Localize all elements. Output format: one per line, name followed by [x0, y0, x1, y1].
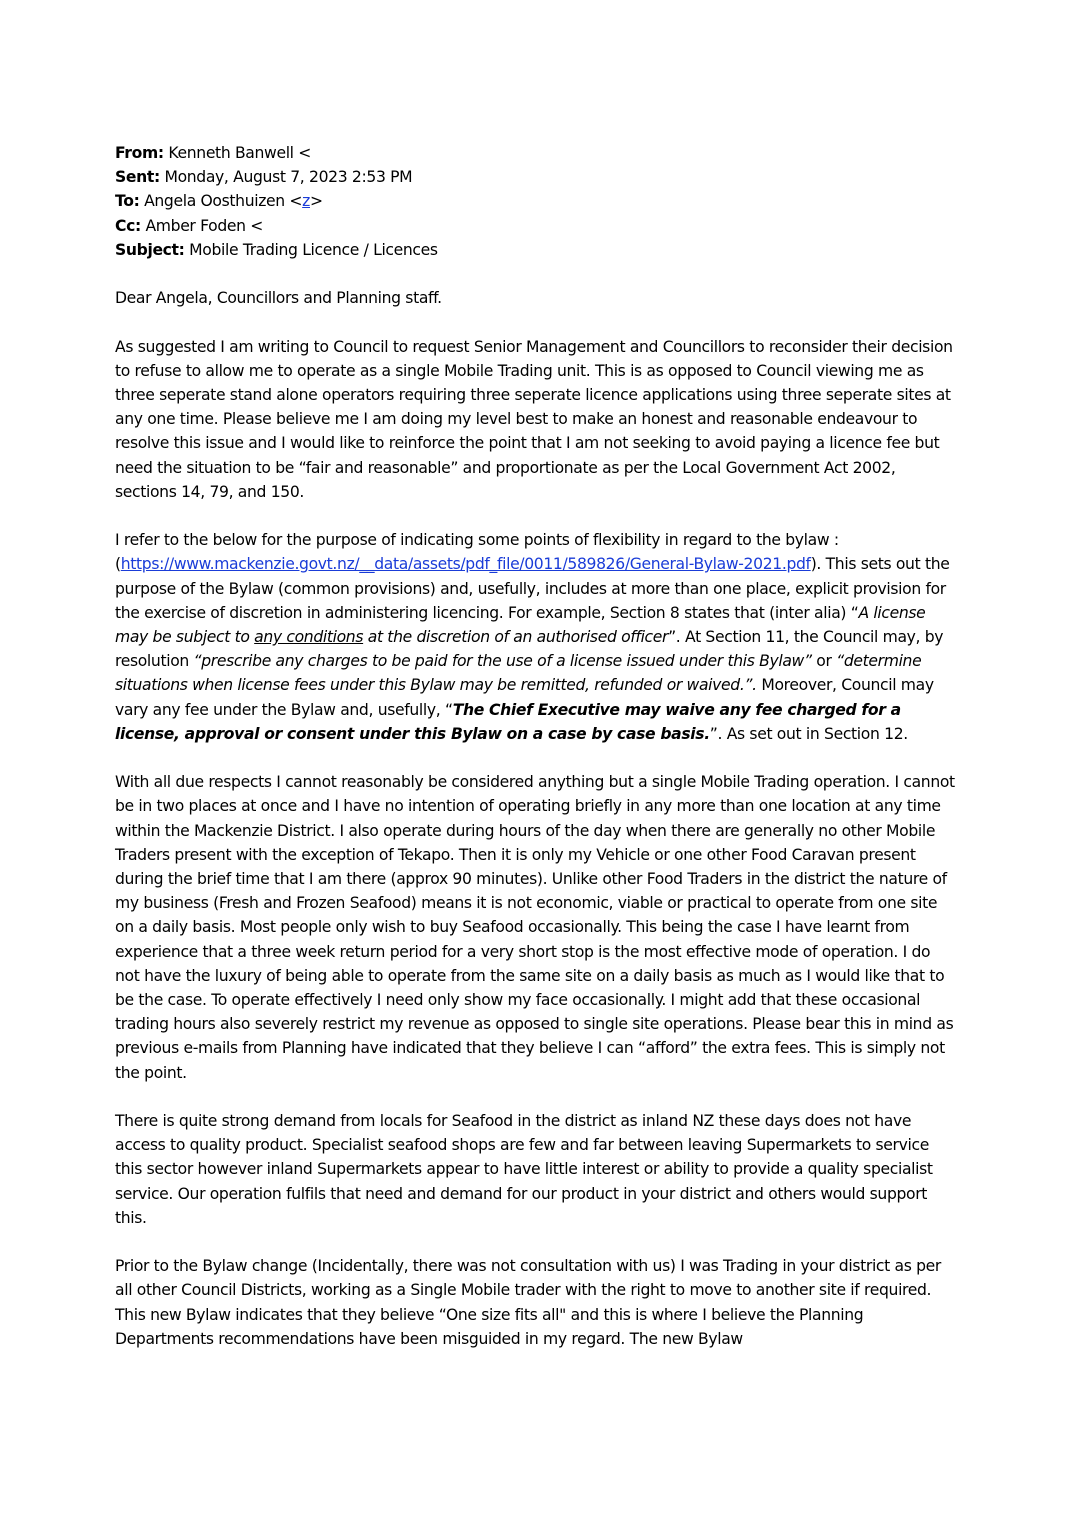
p2-quote-section-8-b: at the discretion of an authorised officer [363, 628, 669, 647]
sent-value: Monday, August 7, 2023 2:53 PM [159, 168, 413, 187]
cc-value: Amber Foden < [140, 216, 264, 235]
cc-label: Cc: [115, 216, 141, 235]
to-label: To: [115, 192, 140, 211]
email-header [115, 141, 957, 262]
subject-value: Mobile Trading Licence / Licences [184, 240, 438, 259]
p2-quote-chief-executive: The Chief Executive may waive any fee charged for a license, approval or consent under this Bylaw on a case by case basis. [115, 700, 901, 743]
to-end: > [310, 192, 323, 211]
sent-line [115, 165, 957, 189]
paragraph-3: With all due respects I cannot reasonably be considered anything but a single Mobile Trading operation. I cannot be in two places at once and I have no intention of operating briefly in any more than one location at any time within the Mackenzie District. I also operate during hours of the day when there are generally no other Mobile Traders present with the exception of Tekapo. Then it is only my Vehicle or one other Food Caravan present during the brief time that I am there (approx 90 minutes). Unlike other Food Traders in the district the nature of my business (Fresh and Frozen Seafood) means it is not economic, viable or practical to operate from one site on a daily basis. Most people only wish to buy Seafood occasionally. This being the case I have learnt from experience that a three week return period for a very short stop is the most effective mode of operation. I do not have the luxury of being able to operate from the same site on a daily basis as much as I would like that to be the case. To operate effectively I need only show my face occasionally. I might add that these occasional trading hours also severely restrict my revenue as opposed to single site operations. Please bear this in mind as previous e-mails from Planning have indicated that they believe I can “afford” the extra fees. This is simply not the point. [115, 773, 955, 1082]
from-line [115, 141, 957, 165]
p2-text-4: or [811, 652, 837, 671]
p2-quote-prescribe: “prescribe any charges to be paid for the use of a license issued under this Bylaw” [193, 652, 812, 671]
email-document [115, 141, 957, 1351]
greeting: Dear Angela, Councillors and Planning staff. [115, 289, 442, 308]
bylaw-pdf-link[interactable]: https://www.mackenzie.govt.nz/__data/assets/pdf_file/0011/589826/General-Bylaw-2021.pdf [120, 555, 811, 574]
paragraph-1: As suggested I am writing to Council to request Senior Management and Councillors to reconsider their decision to refuse to allow me to operate as a single Mobile Trading unit. This is as opposed to Council viewing me as three seperate stand alone operators requiring three seperate licence applications using three seperate sites at any one time. Please believe me I am doing my level best to make an honest and reasonable endeavour to resolve this issue and I would like to reinforce the point that I am not seeking to avoid paying a licence fee but need the situation to be “fair and reasonable” and proportionate as per the Local Government Act 2002, sections 14, 79, and 150. [115, 337, 953, 501]
p2-text-5: Moreover, Council may vary any fee under the Bylaw and, usefully, “ [115, 676, 934, 719]
to-line [115, 189, 957, 213]
p2-quote-section-8-a: A license may be subject to [115, 603, 926, 647]
p2-quote-any-conditions: any conditions [254, 628, 364, 647]
p2-text-6: ”. As set out in Section 12. [709, 724, 908, 743]
cc-line [115, 214, 957, 238]
to-value: Angela Oosthuizen < [139, 192, 303, 211]
to-email-link[interactable]: z [302, 192, 310, 211]
p2-text-3: ”. At Section 11, the Council may, by resolution [115, 628, 944, 671]
paragraph-2 [115, 528, 957, 746]
p2-text-2: ). This sets out the purpose of the Bylaw (common provisions) and, usefully, includes at more than one place, explicit provision for the exercise of discretion in administering licencing. For example, Section 8 states that (inter alia) “ [115, 555, 950, 622]
subject-label: Subject: [115, 240, 185, 259]
p2-text-1: I refer to the below for the purpose of indicating some points of flexibility in regard to the bylaw : ( [115, 531, 839, 574]
sent-label: Sent: [115, 168, 160, 187]
p2-quote-determine: “determine situations when license fees under this Bylaw may be remitted, refunded or waived.”. [115, 652, 922, 695]
from-value: Kenneth Banwell < [163, 144, 311, 162]
paragraph-5: Prior to the Bylaw change (Incidentally, there was not consultation with us) I was Trading in your district as per all other Council Districts, working as a Single Mobile trader with the right to move to another site if required. This new Bylaw indicates that they believe “One size fits all" and this is where I believe the Planning Departments recommendations have been misguided in my regard. The new Bylaw [115, 1257, 941, 1348]
paragraph-4: There is quite strong demand from locals for Seafood in the district as inland NZ these days does not have access to quality product. Specialist seafood shops are few and far between leaving Supermarkets to service this sector however inland Supermarkets appear to have little interest or ability to provide a quality specialist service. Our operation fulfils that need and demand for our product in your district and others would support this. [115, 1112, 933, 1227]
subject-line [115, 238, 957, 262]
from-label: From: [115, 144, 164, 162]
